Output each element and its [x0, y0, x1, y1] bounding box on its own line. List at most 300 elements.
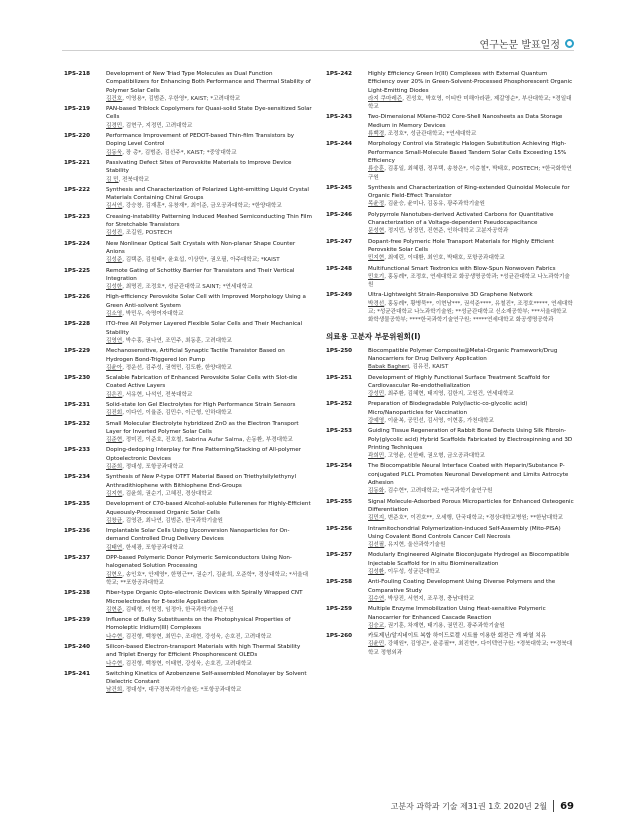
entry-authors	[368, 254, 574, 262]
abstract-entry	[326, 184, 574, 209]
entry-authors	[368, 514, 574, 522]
entry-title: Development of Highly Functional Surface Treatment Scaffold for Cardiovascular Re-endothelialization	[368, 374, 550, 389]
entry-title: Highly Efficiency Green Ir(III) Complexes with External Quantum Efficiency over 20% in Green-Solvent-Processed Phosphorescent Organic Light-Emitting Diodes	[368, 71, 573, 94]
entry-title: The Biocompatible Neural Interface Coated with Heparin/Substance P-conjugated PLCL Promotes Neuronal Development and Limits Astrocyte Adhesion	[368, 463, 569, 487]
page-number: 69	[560, 800, 574, 812]
presenter-name: 김준현	[106, 437, 123, 444]
abstract-entry	[326, 498, 574, 523]
abstract-entry	[64, 401, 312, 418]
co-authors-affiliation: , 유지현, 울산과학기술원	[384, 542, 446, 549]
section-title: 의료용 고분자 부문위원회(I)	[326, 331, 421, 341]
co-authors-affiliation: , 송인호*, 안제영*, 한명근**, 권순기, 김윤희, 오준학*, 경상대학교; *서울대학교; **포항공과대학교	[106, 571, 309, 586]
presenter-name: 김성한	[106, 284, 123, 291]
entry-title: Development of C70-based Alcohol-soluble Fullerenes for Highly-Efficient Aqueously-Processed Organic Solar Cells	[106, 501, 311, 516]
entry-body	[368, 265, 574, 290]
presenter-name: Babak Bagheri	[368, 364, 409, 371]
entry-id: 1PS-223	[64, 213, 91, 220]
entry-title: Passivating Defect Sites of Perovskite Materials to Improve Device Stability	[106, 159, 292, 175]
entry-authors	[106, 436, 312, 444]
entry-id: 1PS-224	[64, 240, 91, 247]
presenter-name: 김수연	[368, 595, 385, 602]
presenter-name: 김진회	[106, 410, 123, 417]
co-authors-affiliation: , 장 총*, 김범준, 김선주*, KAIST; *중앙대학교	[122, 149, 237, 156]
entry-body	[368, 400, 574, 425]
abstract-entry	[326, 238, 574, 263]
entry-id: 1PS-241	[64, 670, 91, 677]
co-authors-affiliation: , 이두성, 성균관대학교	[384, 569, 440, 576]
co-authors-affiliation: , 변준호*, 이진호**, 오세행, 단국대학교; *경상대학교병원; **한남대학교	[384, 515, 564, 522]
entry-authors	[368, 640, 574, 657]
co-authors-affiliation: , 홍동례*, 황병묵**, 이현남***, 권석준****, 유철진*, 조정호*****, 연세대학교; *성균관대학교 나노과학기술원; **성균관대학교 신소재공학부; ***서울대학교 화학생물공학부; ****한국과학기술연구원; *****연세대학교 화공생명공학과	[368, 300, 573, 324]
abstract-entry	[64, 473, 312, 498]
entry-body	[368, 525, 574, 550]
entry-id: 1PS-246	[326, 211, 353, 218]
entry-body	[106, 473, 312, 498]
co-authors-affiliation: , 정지민, 남정민, 진현준, 인하대학교 고분자공학과	[384, 228, 509, 235]
co-authors-affiliation: , 김태형, 이현정, 임정아, 한국과학기술연구원	[122, 606, 234, 613]
entry-title: Intramitochondrial Polymerization-induced Self-Assembly (Mito-PISA) Using Covalent Bond Controls Cancer Cell Necrosis	[368, 525, 561, 540]
abstract-entry	[64, 527, 312, 552]
presenter-name: 김동욱	[106, 149, 123, 156]
entry-id: 1PS-249	[326, 292, 353, 299]
entry-authors	[106, 364, 312, 372]
entry-authors	[106, 544, 312, 552]
entry-authors	[106, 337, 312, 345]
entry-id: 1PS-225	[64, 267, 91, 274]
presenter-name: 김 민	[106, 176, 119, 183]
abstract-entry	[326, 374, 574, 399]
entry-authors	[106, 517, 312, 525]
entry-title: Scalable Fabrication of Enhanced Perovskite Solar Cells with Slot-die Coated Active Layers	[106, 375, 298, 390]
co-authors-affiliation: , 정운선, 김주성, 권혁민, 김도환, 한양대학교	[122, 364, 232, 371]
entry-authors	[368, 452, 574, 460]
entry-authors	[368, 487, 574, 495]
entry-body	[106, 670, 312, 695]
entry-body	[368, 140, 574, 181]
entry-title: Anti-Fouling Coating Development Using Diverse Polymers and the Comparative Study	[368, 579, 556, 594]
entry-body	[106, 132, 312, 157]
co-authors-affiliation: , 김진형, 백창현, 최민수, 조대현, 강성욱, 손호진, 고려대학교	[122, 633, 272, 640]
co-authors-affiliation: , 정미진, 이준호, 진호철, Sabrina Aufar Salma, 손동환, 부경대학교	[122, 437, 293, 444]
abstract-entry	[326, 113, 574, 138]
entry-id: 1PS-235	[64, 501, 91, 508]
entry-title: Modularly Engineered Alginate Bioconjugate Hydrogel as Biocompatible Injectable Scaffold for in situ Biomineralization	[368, 552, 570, 567]
presenter-name: 김건호	[106, 95, 123, 102]
abstract-entry	[64, 213, 312, 238]
entry-authors	[106, 409, 312, 417]
entry-authors	[106, 283, 312, 291]
entry-id: 1PS-242	[326, 71, 353, 77]
entry-title: Synthesis of New P-type OTFT Material Based on Triethylsilylethynyl Anthradithiophene with Bithiophene End-Groups	[106, 474, 297, 489]
entry-id: 1PS-236	[64, 528, 91, 535]
entry-body	[368, 70, 574, 111]
entry-authors	[106, 202, 312, 210]
presenter-name: 강예영	[368, 417, 385, 424]
entry-body	[368, 291, 574, 324]
co-authors-affiliation: , 전북대학교	[118, 176, 150, 183]
entry-title: Development of New Triad Type Molecules as Dual Function Compatibilizers for Enhancing Both Performance and Thermal Stability of Polymer Solar Cells	[106, 71, 311, 94]
right-column-top	[326, 70, 574, 325]
entry-body	[106, 643, 312, 668]
co-authors-affiliation: , 조정호*, 성균관대학교; *연세대학교	[384, 131, 477, 138]
entry-id: 1PS-254	[326, 463, 353, 470]
entry-title: Ultra-Lightweight Strain-Responsive 3D Graphene Network	[368, 292, 533, 299]
entry-id: 1PS-232	[64, 420, 91, 427]
entry-body	[106, 105, 312, 130]
entry-id: 1PS-228	[64, 321, 91, 328]
co-authors-affiliation: , 권기훈, 차재현, 태기용, 권민진, 광주과학기술원	[384, 622, 505, 629]
abstract-entry	[64, 420, 312, 445]
entry-authors	[106, 122, 312, 130]
entry-id: 1PS-238	[64, 590, 91, 597]
entry-body	[106, 186, 312, 211]
presenter-name: 강성민	[368, 391, 385, 398]
entry-id: 1PS-222	[64, 186, 91, 193]
co-authors-affiliation: , 김영관, 최나연, 김범준, 한국과학기술원	[122, 517, 223, 524]
entry-authors	[106, 633, 312, 641]
entry-title: Synthesis and Characterization of Ring-extended Quinoidal Molecule for Organic Field-Effect Transistor	[368, 184, 570, 200]
entry-body	[106, 527, 312, 552]
presenter-name: 김윤민	[368, 641, 385, 648]
abstract-entry	[64, 643, 312, 668]
entry-title: Silicon-based Electron-transport Materials with high Thermal Stability and Triplet Energy for Efficient Phosphorescent OLEDs	[106, 644, 301, 659]
entry-authors	[368, 541, 574, 549]
header-rule	[62, 50, 574, 51]
co-authors-affiliation: , 박상진, 서현지, 조무경, 충남대학교	[384, 595, 475, 602]
abstract-entry	[326, 400, 574, 425]
presenter-name: 김경민	[106, 122, 123, 129]
abstract-entry	[64, 616, 312, 641]
entry-body	[368, 374, 574, 399]
co-authors-affiliation: , 진성호, 박호영, 이티반 미해아라판, 제갈영순*, 부산대학교; *경일대학교	[368, 95, 572, 111]
entry-authors	[368, 130, 574, 138]
co-authors-affiliation: , 김현구, 지정민, 고려대학교	[122, 122, 193, 129]
abstract-entry	[64, 267, 312, 292]
entry-body	[368, 462, 574, 495]
page-footer	[391, 800, 574, 812]
abstract-entry	[64, 320, 312, 345]
entry-authors	[106, 95, 312, 103]
entry-authors	[368, 95, 574, 112]
journal-info: 고분자 과학과 기술 제31권 1호 2020년 2월	[390, 801, 548, 811]
right-column-bottom	[326, 347, 574, 657]
abstract-entry	[64, 347, 312, 372]
left-column	[64, 70, 312, 697]
presenter-name: 박경선	[368, 300, 385, 307]
co-authors-affiliation: , 김택준, 김원태*, 윤효섭, 이상민*, 권오필, 아주대학교; *KAIST	[122, 257, 280, 264]
entry-authors	[368, 595, 574, 603]
entry-body	[368, 427, 574, 460]
presenter-name: 류승훈	[368, 166, 385, 173]
entry-title: Small Molecular Electrolyte hybridized ZnO as the Electron Transport Layer for Inverted Polymer Solar Cells	[106, 420, 299, 435]
entry-title: ITO-free All Polymer Layered Flexible Solar Cells and Their Mechanical Stability	[106, 321, 303, 336]
presenter-name: 김성환	[368, 569, 385, 576]
presenter-name: 김창균	[106, 517, 123, 524]
abstract-entry	[64, 670, 312, 695]
entry-authors	[106, 149, 312, 157]
presenter-name: 김준희	[106, 464, 123, 471]
entry-title: Guiding Tissue Regeneration of Rabbit Bone Defects Using Silk Fibroin-Poly(glycolic acid) Hybrid Scaffolds Fabricated by Electrospinning and 3D Printing Techniques	[368, 428, 573, 451]
abstract-entry	[326, 211, 574, 236]
entry-body	[368, 605, 574, 630]
entry-body	[368, 211, 574, 236]
entry-title: Biocompatible Polymer Composite@Metal-Organic Framework/Drug Nanocarriers for Drug Delivery Application	[368, 347, 558, 362]
entry-id: 1PS-260	[326, 633, 353, 640]
entry-body	[106, 347, 312, 372]
entry-body	[106, 589, 312, 614]
presenter-name: 라지 쿠마레즌	[368, 95, 403, 102]
entry-body	[368, 347, 574, 372]
entry-body	[368, 238, 574, 263]
entry-title: Creasing-instability Patterning Induced Meshed Semiconducting Thin Film for Stretchable Transistors	[106, 213, 312, 229]
entry-authors	[106, 391, 312, 399]
co-authors-affiliation: , 김윤승, 윤미나, 김동유, 광주과학기술원	[384, 201, 485, 208]
entry-id: 1PS-240	[64, 644, 91, 650]
presenter-name: 김윤아	[106, 364, 123, 371]
presenter-name: 김동화	[368, 488, 385, 495]
presenter-name: 김성진	[106, 230, 123, 237]
presenter-name: 김소영	[106, 311, 123, 318]
presenter-name: 문성현	[368, 228, 385, 235]
entry-id: 1PS-229	[64, 348, 91, 355]
presenter-name: 김승교	[368, 622, 385, 629]
abstract-entry	[64, 159, 312, 184]
entry-authors	[106, 571, 312, 588]
entry-id: 1PS-255	[326, 498, 353, 505]
presenter-name: 김은진	[106, 391, 123, 398]
entry-id: 1PS-226	[64, 294, 91, 301]
co-authors-affiliation: , 이영용*, 김범준, 우한영*, KAIST; *고려대학교	[122, 95, 241, 102]
entry-title: New Nonlinear Optical Salt Crystals with Non-planar Shape Counter Anions	[106, 240, 296, 255]
entry-body	[368, 551, 574, 576]
entry-title: Signal Molecule-Adsorbed Porous Microparticles for Enhanced Osteogenic Differentiation	[368, 498, 574, 513]
entry-id: 1PS-233	[64, 447, 91, 454]
abstract-entry	[326, 578, 574, 603]
entry-body	[368, 498, 574, 523]
entry-authors	[106, 256, 312, 264]
presenter-name: 김태연	[106, 544, 123, 551]
entry-body	[106, 374, 312, 399]
abstract-entry	[64, 293, 312, 318]
abstract-entry	[326, 427, 574, 460]
abstract-entry	[326, 462, 574, 495]
co-authors-affiliation: , 강승창, 김재훈*, 유창재*, 최이준, 금오공과대학교; *한양대학교	[122, 203, 282, 210]
presenter-name: 김현준	[106, 606, 123, 613]
abstract-entry	[326, 525, 574, 550]
co-authors-affiliation: , 최예린, 이대환, 최인호, 박태호, 포항공과대학교	[384, 255, 505, 262]
presenter-name: 남건희	[106, 687, 123, 694]
entry-authors	[106, 176, 312, 184]
entry-body	[106, 320, 312, 345]
presenter-name: 김영연	[106, 337, 123, 344]
entry-body	[106, 500, 312, 525]
right-column	[326, 70, 574, 659]
entry-body	[106, 267, 312, 292]
presenter-name: 김선필	[368, 542, 385, 549]
page-header	[480, 36, 574, 51]
entry-id: 1PS-258	[326, 579, 353, 586]
presenter-name: 김민지	[368, 515, 385, 522]
entry-title: Preparation of Biodegradable Poly(lactic-co-glycolic acid) Micro/Nanoparticles for Vaccination	[368, 401, 528, 416]
header-label: 연구논문 발표일정	[479, 40, 560, 51]
entry-id: 1PS-239	[64, 617, 91, 624]
presenter-name: 김서연	[106, 203, 123, 210]
entry-authors	[368, 227, 574, 235]
entry-authors	[368, 165, 574, 182]
entry-body	[106, 213, 312, 238]
entry-body	[106, 554, 312, 587]
co-authors-affiliation: , 김진형, 백창현, 이태현, 강성욱, 손호진, 고려대학교	[122, 660, 252, 667]
entry-id: 1PS-251	[326, 374, 353, 381]
abstract-entry	[64, 240, 312, 265]
abstract-entry	[64, 446, 312, 471]
co-authors-affiliation: , 강해원*, 김영곤*, 윤종필**, 최진현*, 다이텍연구원; *경북대학교; **경북대학교 정형외과	[368, 641, 573, 656]
entry-title: High-efficiency Perovskite Solar Cell with Improved Morphology Using a Green Anti-solvent System	[106, 294, 306, 309]
presenter-name: 김현오	[106, 571, 123, 578]
abstract-entry	[64, 132, 312, 157]
entry-authors	[106, 490, 312, 498]
entry-title: Polypyrrole Nanotubes-derived Activated Carbons for Quantitative Characterization of a Voltage-dependent Pseudocapacitance	[368, 211, 554, 227]
presenter-name: 나수현	[106, 633, 123, 640]
entry-id: 1PS-248	[326, 265, 353, 272]
co-authors-affiliation: , 홍동례*, 조정호, 연세대학교 화공생명공학과; *성균관대학교 나노과학기술원	[368, 273, 570, 289]
entry-title: Remote Gating of Schottky Barrier for Transistors and Their Vertical Integration	[106, 267, 295, 282]
co-authors-affiliation: , 정대성, 포항공과대학교	[122, 464, 184, 471]
entry-title: Solid-state Ion Gel Electrolytes for High Performance Strain Sensors	[106, 401, 296, 408]
abstract-entry	[326, 551, 574, 576]
co-authors-affiliation: , 서유현, 나석인, 전북대학교	[122, 391, 193, 398]
entry-title: Morphology Control via Strategic Halogen Substitution Achieving High-Performance Small-Molecule Based Tandem Solar Cells Exceeding 15% Efficiency	[368, 141, 567, 164]
entry-id: 1PS-219	[64, 106, 91, 113]
co-authors-affiliation: , 고영윤, 신한배, 권오형, 금오공과대학교	[384, 453, 485, 460]
entry-title: Doping-dedoping Interplay for Fine Patterning/Stacking of All-polymer Optoelectronic Devices	[106, 447, 301, 462]
entry-title: PAN-based Triblock Copolymers for Quasi-solid State Dye-sensitized Solar Cells	[106, 106, 312, 121]
presenter-name: 민호기	[368, 273, 385, 280]
abstract-entry	[64, 500, 312, 525]
entry-id: 1PS-231	[64, 401, 91, 408]
co-authors-affiliation: , 한세광, 포항공과대학교	[122, 544, 184, 551]
abstract-entry	[64, 589, 312, 614]
footer-divider	[553, 800, 554, 812]
entry-id: 1PS-256	[326, 525, 353, 532]
co-authors-affiliation: , 박수홍, 권나연, 조민주, 최동훈, 고려대학교	[122, 337, 232, 344]
entry-authors	[106, 310, 312, 318]
entry-body	[106, 293, 312, 318]
entry-id: 1PS-252	[326, 401, 353, 408]
co-authors-affiliation: , 이윤복, 공민선, 김서영, 이현홍, 가천대학교	[384, 417, 494, 424]
presenter-name: 곽희민	[368, 453, 385, 460]
presenter-name: 김지현	[106, 490, 123, 497]
entry-title: Mechanosensitive, Artificial Synaptic Tactile Transistor Based on Hydrogen Bond-Triggered Ion Pump	[106, 348, 285, 363]
entry-body	[106, 446, 312, 471]
abstract-entry	[326, 265, 574, 290]
abstract-entry	[326, 140, 574, 181]
entry-authors	[106, 606, 312, 614]
entry-title: Synthesis and Characterization of Polarized Light-emitting Liquid Crystal Materials Containing Chiral Groups	[106, 186, 309, 202]
entry-authors	[106, 686, 312, 694]
co-authors-affiliation: , 김홍일, 최혜림, 정무택, 송창은*, 이층철*, 박태호, POSTECH; *한국화학연구원	[368, 166, 572, 181]
entry-id: 1PS-220	[64, 133, 91, 140]
co-authors-affiliation: , 박민우, 숙명여자대학교	[122, 311, 184, 318]
entry-body	[368, 632, 574, 657]
entry-title: Multifunctional Smart Textronics with Blow-Spun Nonwoven Fabrics	[368, 265, 556, 272]
entry-body	[106, 420, 312, 445]
co-authors-affiliation: , 최주환, 김혜현, 태지영, 김한지, 고원건, 연세대학교	[384, 391, 514, 398]
co-authors-affiliation: , 이다인, 이율준, 김민수, 이근형, 인하대학교	[122, 410, 232, 417]
abstract-entry	[326, 70, 574, 111]
entry-authors	[368, 622, 574, 630]
abstract-entry	[326, 605, 574, 630]
entry-id: 1PS-221	[64, 159, 91, 166]
entry-id: 1PS-259	[326, 606, 353, 613]
entry-title: Multiple Enzyme Immobilization Using Heat-sensitive Polymeric Nanocarrier for Enhanced Cascade Reaction	[368, 606, 546, 621]
entry-authors	[106, 463, 312, 471]
entry-id: 1PS-244	[326, 141, 353, 148]
entry-authors	[368, 417, 574, 425]
entry-id: 1PS-243	[326, 114, 353, 121]
entry-id: 1PS-247	[326, 238, 353, 245]
entry-title: Dopant-free Polymeric Hole Transport Materials for Highly Efficient Perovskite Solar Cells	[368, 238, 554, 253]
entry-authors	[368, 273, 574, 290]
entry-authors	[368, 363, 574, 371]
co-authors-affiliation: , 김윤희, 권순기, 고혜진, 경상대학교	[122, 490, 213, 497]
abstract-entry	[326, 347, 574, 372]
co-authors-affiliation: , 조길원, POSTECH	[122, 230, 172, 237]
presenter-name: 김성준	[106, 257, 123, 264]
entry-body	[368, 184, 574, 209]
circle-bullet-icon	[565, 39, 574, 48]
entry-authors	[368, 390, 574, 398]
abstract-entry	[64, 374, 312, 399]
entry-authors	[106, 660, 312, 668]
entry-body	[368, 578, 574, 603]
entry-authors	[368, 200, 574, 208]
entry-id: 1PS-230	[64, 375, 91, 382]
presenter-name: 민지현	[368, 255, 385, 262]
abstract-entry	[326, 632, 574, 657]
co-authors-affiliation: , 김수현*, 고려대학교; *한국과학기술연구원	[384, 488, 493, 495]
entry-body	[106, 616, 312, 641]
entry-body	[106, 240, 312, 265]
abstract-entry	[64, 70, 312, 103]
abstract-entry	[326, 291, 574, 324]
presenter-name: 류백경	[368, 131, 385, 138]
presenter-name: 목윤정	[368, 201, 385, 208]
entry-id: 1PS-237	[64, 555, 91, 562]
entry-body	[106, 401, 312, 418]
co-authors-affiliation: , 정대성*, 대구경북과학기술원; *포항공과대학교	[122, 687, 242, 694]
entry-title: Two-Dimensional MXene-TiO2 Core-Shell Nanosheets as Data Storage Medium in Memory Devices	[368, 114, 563, 129]
entry-authors	[368, 568, 574, 576]
entry-title: Influence of Bulky Substituents on the Photophysical Properties of Homoleptic Iridium(III) Complexes	[106, 617, 291, 632]
entry-title: Performance Improvement of PEDOT-based Thin-film Transistors by Doping Level Control	[106, 133, 295, 148]
entry-title: Fiber-type Organic Opto-electronic Devices with Spirally Wrapped CNT Microelectrodes for E-textile Application	[106, 590, 303, 605]
entry-title: Switching Kinetics of Azobenzene Self-assembled Monolayer by Solvent Dielectric Constant	[106, 670, 307, 686]
entry-body	[106, 70, 312, 103]
entry-body	[368, 113, 574, 138]
entry-id: 1PS-218	[64, 71, 91, 77]
entry-title: Implantable Solar Cells Using Upconversion Nanoparticles for On-demand Controlled Drug Delivery Devices	[106, 528, 290, 543]
co-authors-affiliation: , 김유진, KAIST	[408, 364, 449, 371]
entry-id: 1PS-257	[326, 552, 353, 559]
entry-authors	[106, 229, 312, 237]
entry-body	[106, 159, 312, 184]
abstract-entry	[64, 554, 312, 587]
entry-id: 1PS-250	[326, 347, 353, 354]
abstract-entry	[64, 105, 312, 130]
entry-id: 1PS-234	[64, 474, 91, 481]
abstract-entry	[64, 186, 312, 211]
